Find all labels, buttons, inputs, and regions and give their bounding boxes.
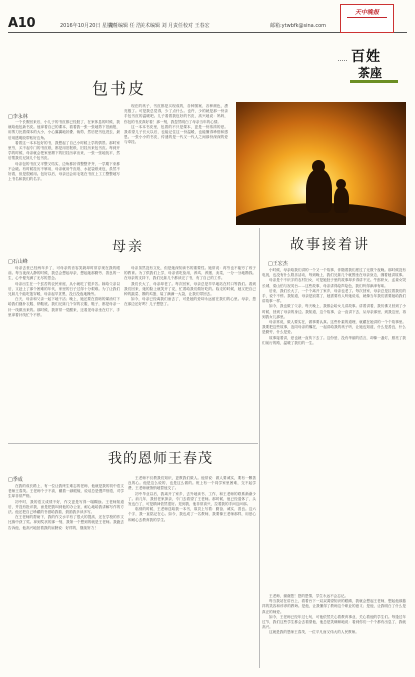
column-name-line2: 茶座 bbox=[358, 66, 383, 80]
column-divider bbox=[259, 228, 260, 668]
paragraph: 母亲常说，做人要实在，做事要认真。这些朴素的道理，就藏在她讲的一个个故事里。我要把这些故事，连同母亲的嘱托，一起讲给我的孩子听，让她也知道，什么是善良，什么是勤劳，什么是爱。 bbox=[262, 320, 406, 335]
paragraph: 这就是我的恩师王春茂，一位平凡而又伟大的人民教师。 bbox=[269, 630, 359, 635]
paragraph: 小时候，母亲给我们讲的一个又一个故事，伴随着我们度过了无数个夜晚。那时候没有电视，也没有什么娱乐活动，每到晚上，我们兄妹几个就围坐在母亲身边，缠着她讲故事。 bbox=[262, 268, 406, 278]
paragraph: 每当我站在讲台上，看着台下一双双渴望知识的眼睛，我就会想起王老师，想起他那慈祥的笑容和谆谆的教诲。是他，让我懂得了教师这个职业的意义；是他，让我明白了什么是真正的师爱。 bbox=[262, 599, 406, 614]
article-body-bao-shu-pi-col2 bbox=[124, 104, 228, 252]
article-body-bao-shu-pi-col1 bbox=[8, 120, 120, 252]
proofreader-credit: 责任校对 王春宏 bbox=[173, 23, 210, 29]
article-body-en-shi-col3 bbox=[262, 594, 406, 670]
paragraph: 如今，母亲已经离我们而去了，可是她的爱却永远留在我们的心里。母亲，您在那边还好吗？儿子想您了。 bbox=[124, 297, 256, 307]
mother-silhouette bbox=[306, 169, 332, 213]
child-silhouette bbox=[334, 187, 349, 213]
byline-en-shi: □季成 bbox=[8, 477, 23, 483]
paragraph: 王老师，谢谢您！您的恩情，学生永远不会忘记。 bbox=[269, 594, 349, 598]
headline-en-shi: 我的恩师王春茂 bbox=[108, 451, 213, 467]
paragraph: 在我的成长路上，有一位让我终生难忘的老师，他就是我的初中语文老师王春茂。王老师个子不高，戴着一副眼镜，说话总是慢声细语，对学生却非常严格。 bbox=[8, 484, 124, 499]
article-body-en-shi-col1 bbox=[8, 484, 124, 670]
paragraph: 现在的孩子，书皮都是买现成的，各种图案、各种颜色，漂亮极了。可是我总觉得，少了点什么。也许，少的就是那一份亲手包书皮的温暖吧。儿子看着我包好的书皮，高兴地说：妈妈，你包的书皮真好看！那一刻，我忽然明白了母亲当年的心情。 bbox=[124, 104, 228, 124]
headline-bao-shu-pi: 包书皮 bbox=[92, 79, 147, 98]
designer-credit: 美术编辑 刘 月 bbox=[140, 23, 174, 29]
article-body-en-shi-col2 bbox=[128, 476, 256, 670]
column-accent-bar bbox=[350, 80, 398, 83]
paragraph: 母亲虽然没有文化，但是她深知读书的重要性。她常说：再穷也不能穷了孩子的教育。为了供我们上学，母亲省吃俭用，养鸡、养猪、卖菜，一分一分地攒钱。在母亲的支持下，我们兄妹几个都读完了书，有了自己的工作。 bbox=[124, 266, 256, 281]
headline-gu-shi-jie-zhe-jiang: 故事接着讲 bbox=[290, 237, 370, 253]
byline-mu-qin: □石山峰 bbox=[8, 259, 28, 265]
paragraph: 一个长假回来后，小儿子的书皮都已经脏了，在家休息的时候，我就给他包新书皮。他拿着自己的课本，看着我一张一张地剪下旧画报，用剪刀比着课本的大小，小心翼翼地折叠、裁剪，然后把书包进去，最后用透明胶带粘好边角。 bbox=[8, 120, 120, 140]
paragraph: 白天，母亲和父亲一起下地干活；晚上，她还要在昏暗的煤油灯下给我们缝补衣服、纳鞋底。我们兄妹几个穿的衣服、鞋子，都是母亲一针一线做出来的。那时候，我常常一觉醒来，还看见母亲坐在灯下，手里拿着针线忙个不停。 bbox=[8, 297, 120, 317]
paragraph: 初中时，我的语文成绩不好，作文更是写得一塌糊涂。王老师知道后，并没有批评我，而是把我叫到他的办公室，耐心地给我讲解写作的方法。他还把自己珍藏的书借给我看，鼓励我多读多写。 bbox=[8, 499, 124, 515]
sunset-mother-child-photo bbox=[236, 102, 406, 225]
newspaper-logo bbox=[340, 4, 394, 33]
paragraph: 临别的时候，王老师送给我一本书，扉页上写着：勤奋、诚实、善良。这六个字，我一直铭记在心。如今，我也成了一名教师，我要像王老师那样，用爱心和耐心去教育我的学生。 bbox=[128, 507, 256, 522]
paragraph: 如今，我也做了父亲，每天晚上，我都会给女儿讲故事。讲着讲着，我仿佛又回到了小时候，回到了母亲的身边。我知道，这个故事，会一直讲下去，从母亲那里，到我这里，再到我女儿那里。 bbox=[262, 304, 406, 319]
paragraph: 王老师不仅教我们知识，更教我们做人。他常说：做人要诚实，要有一颗善良的心。他是这么说的，也是这么做的。班上有一个同学家里困难，交不起学费，王老师就悄悄地替他交了。 bbox=[128, 476, 256, 491]
email-address[interactable]: 邮箱:ytwbfk@sina.com bbox=[270, 23, 327, 29]
article-body-gu-shi bbox=[262, 268, 406, 590]
logo-underline bbox=[347, 17, 387, 18]
paragraph: 看着这一本本包好的书，我想起了自己小时候上学的情景。那时家里穷，买不起专门的书皮纸，都是用旧报纸、旧挂历来包书皮。每到开学的时候，母亲就会把家里攒下的旧挂历拿出来，一张一张地抚平，然后帮我们兄妹几个包书皮。 bbox=[8, 140, 120, 161]
section-divider bbox=[8, 443, 258, 444]
paragraph: 我们长大了，母亲却老了。每次回家，母亲总是早早地站在村口等我们。看到我们回来，她的脸上就笑开了花，忙着给我们做好吃的。临走的时候，她又把自己种的蔬菜、攒的鸡蛋，装了满满一大袋，让我们带回去。 bbox=[124, 281, 256, 297]
paragraph: 如今，王老师已经年过七旬，可他依然关心着教育事业，关心着他的学生们。每逢过年过节，我们这些学生都会去看望他，他总是笑眯眯地说：看到你们一个个都有出息了，我就高兴。 bbox=[262, 614, 406, 630]
article-body-mu-qin-col1 bbox=[8, 266, 120, 442]
column-dotted-divider bbox=[338, 60, 347, 61]
paragraph: 母亲去世已经两年多了，可母亲的音容笑貌却时常浮现在我的眼前。每当夜深人静的时候，我总会想起母亲，想起她那勤劳、善良的一生，心中便充满了无尽的思念。 bbox=[8, 266, 120, 281]
paragraph: 在王老师的帮助下，我的作文水平有了很大的提高，还在学校的作文比赛中获了奖。拿到奖状的那一刻，我第一个想到的就是王老师。我跑去告诉他，他高兴地拍着我的肩膀说：好样的，继续努力！ bbox=[8, 515, 124, 530]
byline-bao-shu-pi: □李永林 bbox=[8, 114, 28, 120]
paragraph: 后来，我们长大了，一个个离开了家乡，母亲也老了。每次回家，母亲总是拉着我们的手，说个不停。我知道，母亲是寂寞了，她需要有人听她说话，就像当年我们需要她给我们讲故事一样。 bbox=[262, 288, 406, 304]
byline-gu-shi: □王宏杰 bbox=[268, 261, 288, 267]
paragraph: 母亲出生在一个贫苦的农民家庭，从小就吃了很多苦。嫁给父亲以后，又赶上了那个困难的年代，家里的日子过得十分艰难。为了让我们兄妹几个能吃饱穿暖，母亲起早贪黑，没日没夜地操劳。 bbox=[8, 281, 120, 297]
paragraph: 这一本本书皮里，包着的不只是课本，更是一份浓浓的爱。我希望儿子长大以后，也能记住这一份温暖，也能懂得珍惜和感恩。一张小小的书皮，传递的是一代又一代人之间那份深深的爱与牵挂。 bbox=[124, 124, 228, 145]
column-name-line1: 百姓 bbox=[351, 49, 381, 65]
headline-mu-qin: 母亲 bbox=[112, 239, 144, 255]
article-body-mu-qin-col2 bbox=[124, 266, 256, 442]
logo-text: 天中晚报 bbox=[354, 9, 379, 16]
paragraph: 母亲是个不识字的农村妇女，可是她肚子里的故事却多得讲不完。牛郎织女、孟姜女哭长城、梁山伯与祝英台……这些故事，母亲讲得绘声绘色，我们听得津津有味。 bbox=[262, 278, 406, 288]
page-number: A10 bbox=[8, 16, 36, 31]
editor-credit: 责任编辑 任 浩 bbox=[108, 23, 142, 29]
paragraph: 故事接着讲，爱也就一直传下去了。这份爱，没有华丽的语言，却像一盏灯，照亮了我们前行的路，温暖了我们的一生。 bbox=[262, 335, 406, 345]
issue-date: 2016年10月20日 星期四 bbox=[60, 23, 118, 29]
paragraph: 母亲包的书皮又平整又结实，边角都折得整整齐齐，一学期下来都不会破。有时候挂历不够用，母亲就用牛皮纸、水泥袋纸来包，虽然不好看，但是很耐用。包好以后，母亲还会用毛笔在书皮上工工整整地写上书名和我们的名字。 bbox=[8, 161, 120, 182]
paragraph: 初中毕业以后，我离开了家乡，去外地读书、工作，和王老师的联系渐渐少了。前几年，我回老家探亲，专门去看望了王老师。那时候，他已经退休了，头发也白了，可是精神依然很好。见到我，他非常高兴，拉着我的手问这问那。 bbox=[128, 491, 256, 507]
